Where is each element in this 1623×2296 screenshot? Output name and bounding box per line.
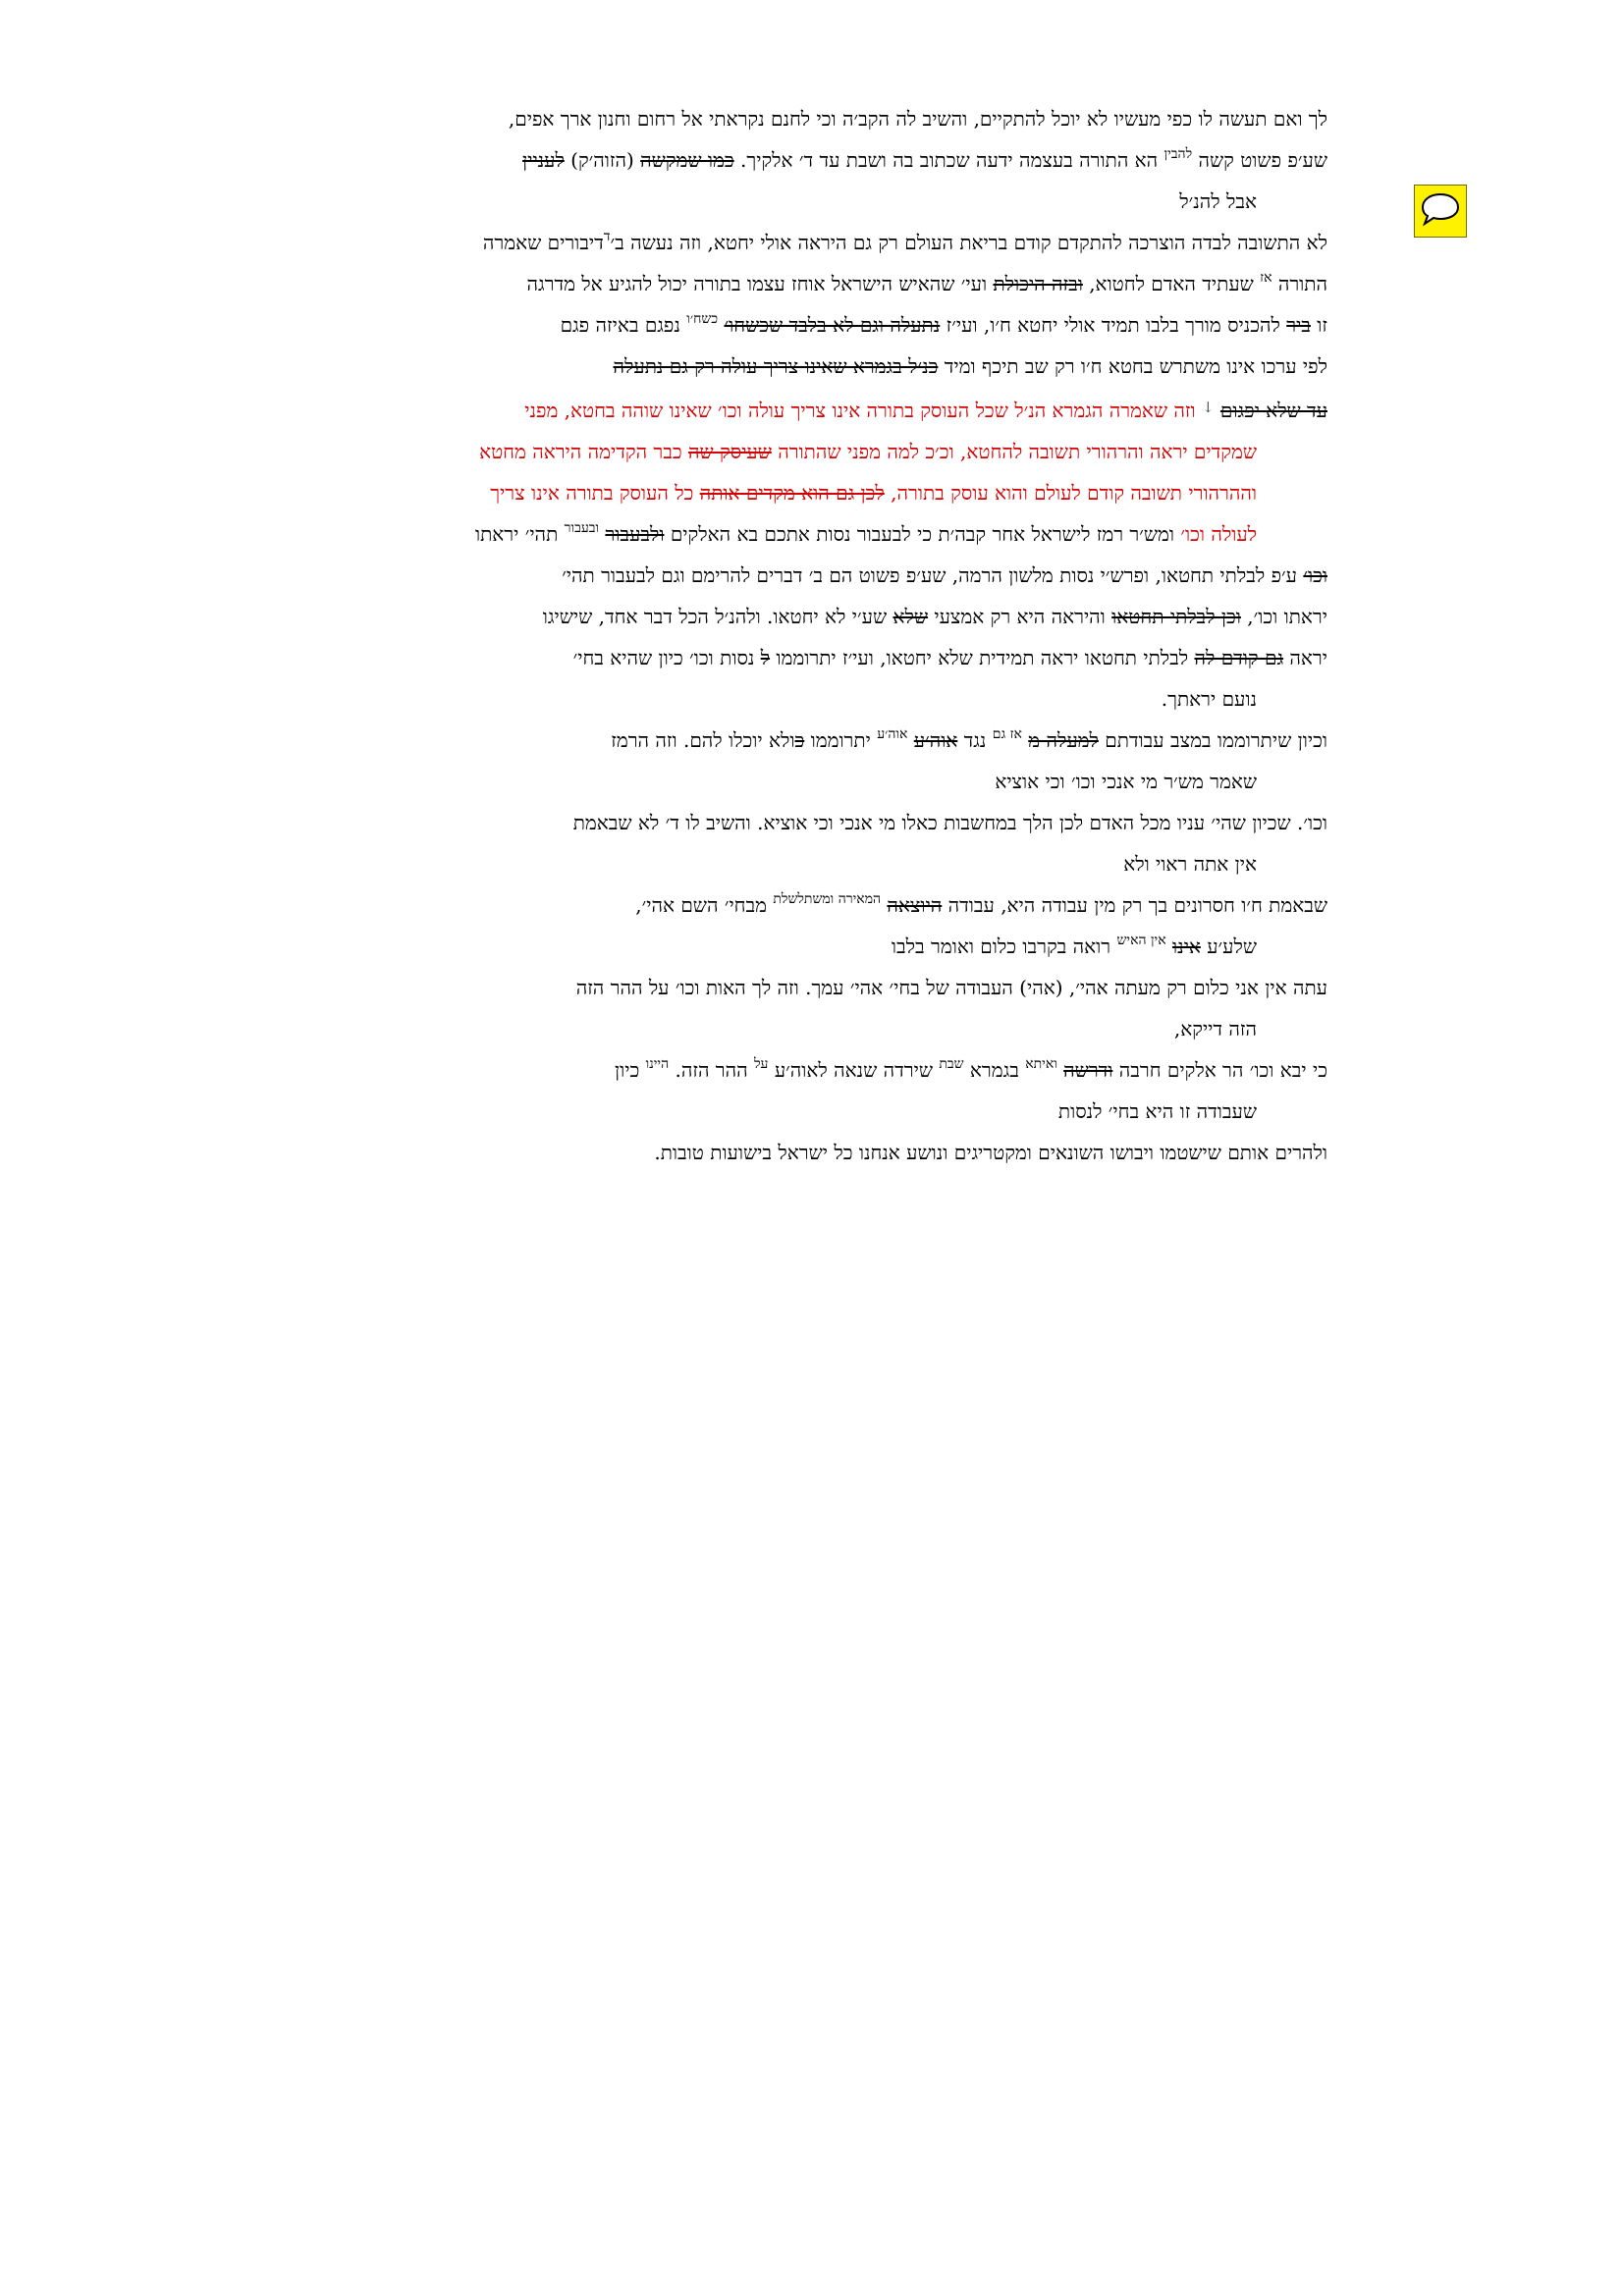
text-run: כיון (615, 1058, 640, 1082)
text-line (353, 472, 1327, 513)
document-text (353, 98, 1327, 1173)
tracked-insertion: וזה שאמרה הגמרא הנ׳ל שכל העוסק בתורה אינו צריך עולה וכו׳ שאינו שוהה בחטא, מפני (524, 399, 1196, 422)
insertion-arrow-icon: ↓ (1201, 399, 1215, 416)
text-run: בגמרא (969, 1058, 1019, 1082)
text-line (353, 884, 1327, 926)
text-line (353, 1091, 1327, 1132)
text-line (353, 222, 1327, 263)
text-line (353, 761, 1327, 802)
text-line (353, 802, 1327, 843)
text-run: תהי׳ יראתו (474, 522, 559, 546)
text-run: וכו׳. שכיון שהי׳ עניו מכל האדם לכן הלך במחשבות כאלו מי אנכי וכי אוציא. והשיב לו ד׳ לא שבאמת (572, 811, 1327, 834)
text-line (353, 98, 1327, 139)
inserted-word: על (754, 1056, 769, 1072)
deleted-text: לכן גם הוא מקדים אותה (699, 481, 885, 505)
inserted-word: אז גם (992, 726, 1022, 742)
text-line (353, 513, 1327, 555)
text-run: ולהרים אותם שישטמו ויבושו השונאים ומקטריגים ונושע אנחנו כל ישראל בישועות טובות. (654, 1141, 1327, 1164)
text-line (353, 1008, 1327, 1049)
text-line (353, 304, 1327, 346)
text-run: והיראה היא רק אמצעי (934, 605, 1106, 628)
text-run: ההר הזה. (675, 1058, 748, 1082)
deleted-text: גם קודם לה (1194, 646, 1284, 669)
tracked-insertion: כל העוסק בתורה אינו צריך (490, 481, 694, 505)
text-run: ולא יוכלו להם. וזה הרמז (611, 728, 795, 752)
text-run: ע׳פ לבלתי תחטאו, ופרש׳י נסות מלשון הרמה, שע׳פ פשוט הם ב׳ דברים להרימם וגם לבעבור תהי׳ (562, 563, 1297, 587)
text-run: התורה (1277, 272, 1327, 295)
deleted-text: ל (760, 646, 771, 669)
text-line (353, 596, 1327, 637)
text-line (353, 1132, 1327, 1173)
text-run: לפי ערכו אינו משתרש בחטא ח׳ו רק שב תיכף ומיד (944, 354, 1327, 378)
text-run: כי יבא וכו׳ הר אלקים חרבה (1118, 1058, 1327, 1082)
text-run: יתרוממו (810, 728, 871, 752)
text-run: אין אתה ראוי ולא (1123, 852, 1257, 876)
text-run: (הזוה׳ק) (570, 148, 634, 172)
text-run: שע׳י לא יחטאו. ולהנ׳ל הכל דבר אחד, שישיגו (542, 605, 888, 628)
text-run: שעבודה זו היא בחי׳ לנסות (1057, 1099, 1257, 1123)
text-run: וכיון שיתרוממו במצב עבודתם (1105, 728, 1327, 752)
text-run: יראה (1289, 646, 1327, 669)
text-run: יראתו וכו׳, (1247, 605, 1327, 628)
deleted-text: ביר (1286, 313, 1311, 337)
tracked-insertion: לעולה וכו׳ (1180, 522, 1257, 546)
text-run: שע׳פ פשוט קשה (1198, 148, 1327, 172)
text-run: לא התשובה לבדה הוצרכה להתקדם קודם בריאת העולם רק גם היראה אולי יחטא, וזה נעשה ב׳ (610, 231, 1327, 254)
text-run: זו (1317, 313, 1327, 337)
text-run: שבאמת ח׳ו חסרונים בך רק מין עבודה היא, עבודה (947, 893, 1327, 917)
text-run: נפגם באיזה פגם (560, 313, 680, 337)
inserted-word: להבין (1163, 146, 1193, 162)
text-line (353, 263, 1327, 304)
text-line (353, 1049, 1327, 1091)
text-run: ועי׳ שהאיש הישראל אוחז עצמו בתורה יכול להגיע אל מדרגה (526, 272, 988, 295)
inserted-word: שבת (939, 1056, 964, 1072)
inserted-word: כשח׳ו (686, 311, 719, 327)
text-run: לבלתי תחטאו יראה תמידית שלא יחטאו, ועי׳ז יתרוממו (776, 646, 1189, 669)
inserted-word: היינו (645, 1056, 670, 1072)
text-line (353, 967, 1327, 1008)
deleted-text: ודרשה (1063, 1058, 1113, 1082)
tracked-insertion: וההרהורי תשובה קודם לעולם והוא עוסק בתורה, (891, 481, 1257, 505)
inserted-word: ד (603, 229, 611, 244)
deleted-text: ולבעבור (605, 522, 665, 546)
text-line (353, 926, 1327, 967)
deleted-text: נתעלה וגם לא בלבד שכשחו׳ (724, 313, 941, 337)
deleted-text: אוה׳ע (913, 728, 958, 752)
text-line (353, 431, 1327, 472)
inserted-word: ובעבור (564, 520, 600, 536)
text-run: נסות וכו׳ כיון שהיא בחי׳ (572, 646, 755, 669)
deleted-text: למעלה מ (1028, 728, 1099, 752)
deleted-text: היוצאה (887, 893, 943, 917)
deleted-text: כנ׳ל בגמרא שאינו צריך עולה רק גם נתעלה (613, 354, 939, 378)
inserted-word: המאירה ומשתלשלת (773, 891, 882, 907)
text-line (353, 637, 1327, 678)
deleted-text: כ (794, 728, 805, 752)
text-run: שאמר מש׳ר מי אנכי וכו׳ וכי אוציא (995, 770, 1257, 793)
text-run: הזה דייקא, (1173, 1017, 1257, 1041)
text-run: ומש׳ר רמז לישראל אחר קבה׳ת כי לבעבור נסות אתכם בא האלקים (670, 522, 1174, 546)
inserted-word: אוה׳ע (877, 726, 908, 742)
text-run: דיבורים שאמרה (482, 231, 604, 254)
text-line (353, 555, 1327, 596)
deleted-text: וכן לבלתי תחטאו (1111, 605, 1241, 628)
tracked-insertion: כבר הקדימה היראה מחטא (479, 440, 682, 463)
inserted-word: ואיתא (1025, 1056, 1057, 1072)
deleted-text: לעניין (522, 148, 565, 172)
text-run: רואה בקרבו כלום ואומר בלבו (891, 934, 1111, 958)
deleted-text: וכו׳ (1303, 563, 1327, 587)
speech-bubble-icon (1419, 190, 1462, 230)
text-run: שעתיד האדם לחטוא, (1089, 272, 1254, 295)
comment-icon[interactable] (1414, 185, 1467, 238)
text-line (353, 678, 1327, 720)
deleted-text: עד שלא יפגום (1219, 399, 1327, 422)
text-line (353, 346, 1327, 387)
text-run: שירדה שנאה לאוה׳ע (774, 1058, 933, 1082)
text-line (353, 181, 1327, 222)
text-run: לך ואם תעשה לו כפי מעשיו לא יוכל להתקיים, והשיב לה הקב׳ה וכי לחנם נקראתי אל רחום וחנון ארך אפים, (508, 107, 1327, 131)
text-run: נגד (963, 728, 987, 752)
text-line (353, 387, 1327, 431)
text-run: הא התורה בעצמה ידעה שכתוב בה ושבת עד ד׳ אלקיך. (740, 148, 1159, 172)
text-run: נועם יראתך. (1161, 687, 1257, 711)
text-run: אבל להנ׳ל (1179, 189, 1257, 213)
text-run: שלע׳ע (1207, 934, 1257, 958)
tracked-insertion: שמקדים יראה והרהורי תשובה להחטא, וכ׳כ למה מפני שהתורה (778, 440, 1257, 463)
deleted-text: אינו (1171, 934, 1201, 958)
text-run: עתה אין אני כלום רק מעתה אהי׳, (אהי) העבודה של בחי׳ אהי׳ עמך. וזה לך האות וכו׳ על ההר הזה (575, 976, 1327, 999)
deleted-text: שעיסק שה (688, 440, 772, 463)
deleted-text: ובזה היכולת (993, 272, 1083, 295)
text-run: מבחי׳ השם אהי׳, (635, 893, 768, 917)
deleted-text: שלא (893, 605, 928, 628)
text-line (353, 139, 1327, 181)
text-run: להכניס מורך בלבו תמיד אולי יחטא ח׳ו, ועי׳ז (946, 313, 1280, 337)
inserted-word: אין האיש (1116, 933, 1166, 948)
text-line (353, 720, 1327, 761)
text-line (353, 843, 1327, 884)
deleted-text: כמו שמקשה (640, 148, 734, 172)
inserted-word: אז (1260, 270, 1272, 286)
